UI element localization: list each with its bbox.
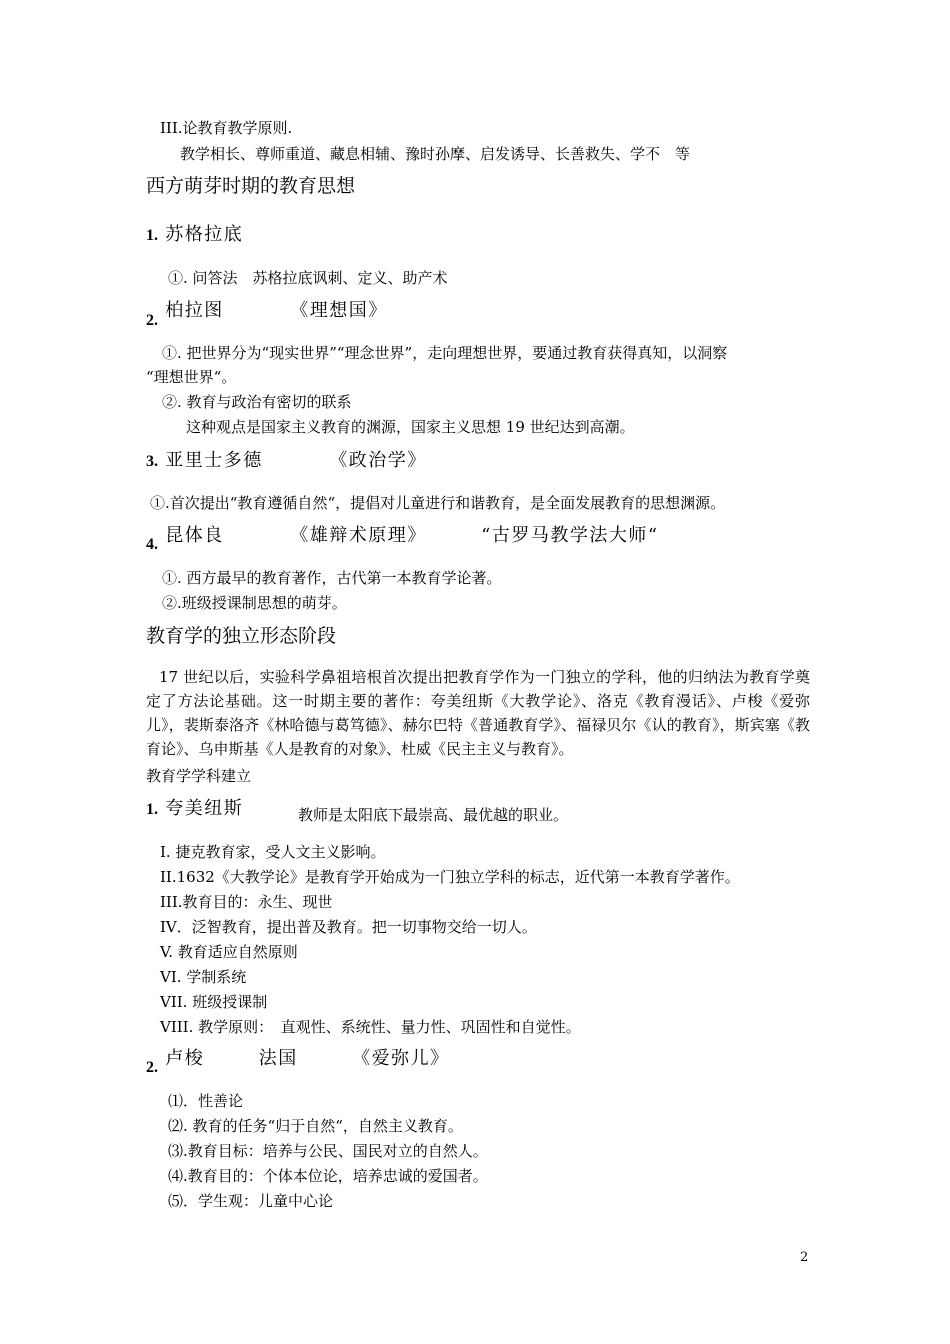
comenius-item: VI. 学制系统 [160,968,247,986]
comenius-item: II.1632《大教学论》是教育学开始成为一门独立学科的标志，近代第一本教育学著作。 [160,868,740,886]
section-title-independent: 教育学的独立形态阶段 [146,625,337,647]
heading-plato [146,298,388,329]
heading-country: 法国 [258,1048,298,1069]
plato-point-1: ①. 把世界分为“现实世界”“理念世界”，走向理想世界，要通过教育获得真知，以洞察 [162,344,728,362]
comenius-item: I. 捷克教育家，受人文主义影响。 [160,843,386,861]
comenius-item: VIII. 教学原则： 直观性、系统性、量力性、巩固性和自觉性。 [160,1018,581,1036]
heading-name: 柏拉图 [165,300,224,321]
heading-title: “古罗马教学法大师“ [481,525,659,546]
heading-aristotle [146,448,427,475]
heading-name: 苏格拉底 [165,224,244,245]
rousseau-item: ⑵. 教育的任务“归于自然“，自然主义教育。 [168,1117,463,1135]
heading-name: 亚里士多德 [165,450,263,471]
comenius-quote: 教师是太阳底下最崇高、最优越的职业。 [298,806,569,824]
rousseau-item: ⑶.教育目标：培养与公民、国民对立的自然人。 [168,1142,488,1160]
section-title-west: 西方萌芽时期的教育思想 [146,175,356,197]
comenius-item: V. 教育适应自然原则 [160,943,298,961]
independent-paragraph: 17 世纪以后，实验科学鼻祖培根首次提出把教育学作为一门独立的学科，他的归纳法为教育学奠定了方法论基础。这一时期主要的著作：夸美纽斯《大教学论》、洛克《教育漫话》、卢梭《爱弥儿》，裴斯泰洛齐《林哈德与葛笃德》、赫尔巴特《普通教育学》、福禄贝尔《认的教育》，斯宾塞《教育论》、乌申斯基《人是教育的对象》、杜威《民主主义与教育》。 [146,668,810,758]
heading-work: 《爱弥儿》 [352,1048,450,1069]
heading-number: 1. [146,801,158,818]
comenius-item: IV．泛智教育，提出普及教育。把一切事物交给一切人。 [160,918,537,936]
heading-socrates [146,222,243,249]
heading-comenius [146,796,243,823]
heading-name: 卢梭 [165,1048,205,1069]
subsection-title: 教育学学科建立 [146,767,252,785]
heading-name: 昆体良 [165,525,224,546]
item-iii-principles-heading: III.论教育教学原则. [160,119,293,137]
rousseau-item: ⑷.教育目的：个体本位论，培养忠诚的爱国者。 [168,1167,488,1185]
quintilian-point-2: ②.班级授课制思想的萌芽。 [162,594,347,612]
rousseau-item: ⑴．性善论 [168,1092,244,1110]
comenius-item: VII. 班级授课制 [160,993,268,1011]
socrates-point-1: ①. 问答法 苏格拉底讽刺、定义、助产术 [168,269,448,287]
heading-number: 2. [146,312,158,329]
heading-work: 《政治学》 [329,450,427,471]
heading-number: 3. [146,453,158,470]
page-number: 2 [800,1250,809,1265]
heading-number: 2. [146,1059,158,1076]
heading-number: 1. [146,227,158,244]
heading-work: 《雄辩术原理》 [290,525,427,546]
heading-name: 夸美纽斯 [165,798,244,819]
heading-rousseau [146,1046,450,1076]
heading-quintilian [146,523,659,553]
quintilian-point-1: ①. 西方最早的教育著作，古代第一本教育学论著。 [162,569,502,587]
teaching-principles-list: 教学相长、尊师重道、藏息相辅、豫时孙摩、启发诱导、长善救失、学不 等 [180,145,691,163]
heading-work: 《理想国》 [290,300,388,321]
plato-point-2: ②. 教育与政治有密切的联系 [162,393,352,411]
aristotle-point-1: ①.首次提出“教育遵循自然“，提倡对儿童进行和谐教育，是全面发展教育的思想渊源。 [150,494,726,512]
heading-number: 4. [146,536,158,553]
comenius-item: III.教育目的：永生、现世 [160,893,333,911]
rousseau-item: ⑸．学生观：儿童中心论 [168,1192,334,1210]
plato-point-3: 这种观点是国家主义教育的渊源，国家主义思想 19 世纪达到高潮。 [186,418,635,436]
plato-point-1-cont: “理想世界“。 [146,368,237,386]
